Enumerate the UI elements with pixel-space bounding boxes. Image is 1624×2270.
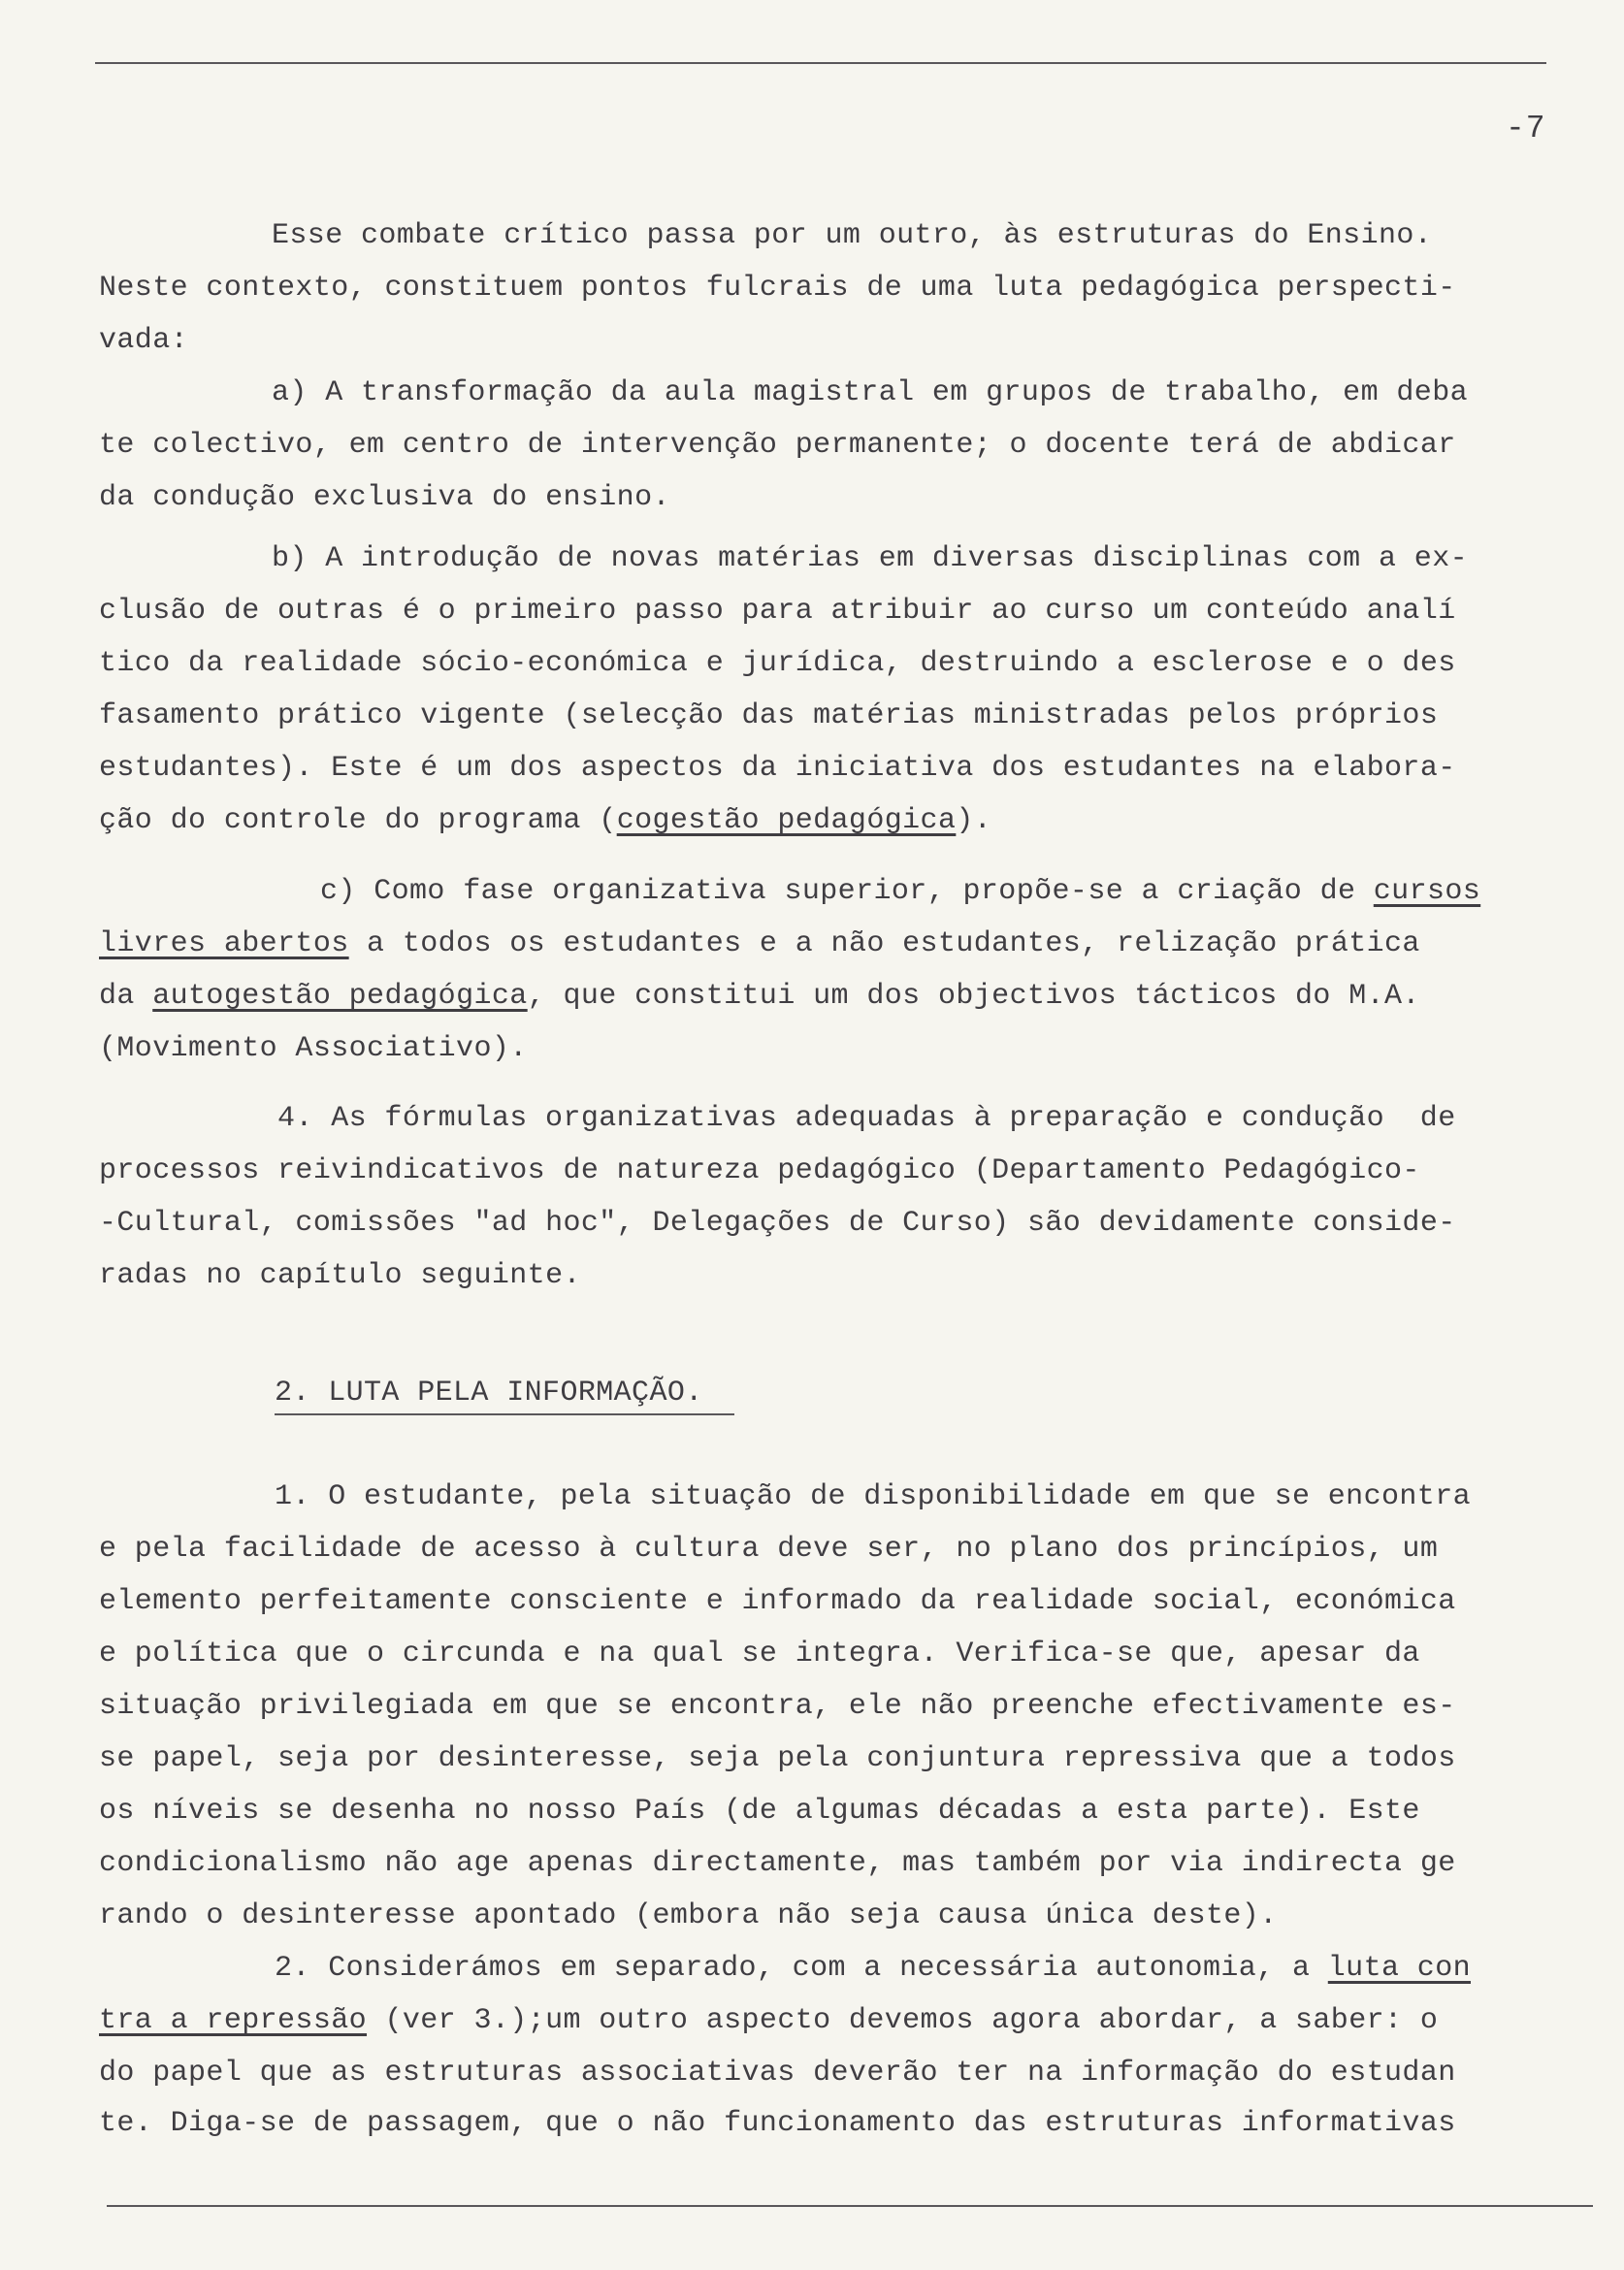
text-line: [99, 1209, 1456, 1238]
text-segment: rando o desinteresse apontado (embora não seja causa única deste).: [99, 1899, 1278, 1932]
text-line: [99, 1797, 1420, 1826]
text-segment: processos reivindicativos de natureza pedagógico (Departamento Pedagógico-: [99, 1154, 1420, 1187]
underlined-phrase: tra a repressão: [99, 2004, 368, 2037]
text-line: [99, 1849, 1456, 1878]
section-heading-underline: [275, 1413, 734, 1415]
text-line: [320, 877, 1480, 906]
text-line: [275, 1954, 1471, 1983]
text-segment: da: [99, 980, 153, 1013]
text-line: [99, 274, 1456, 303]
text-segment: clusão de outras é o primeiro passo para atribuir ao curso um conteúdo analí: [99, 595, 1456, 628]
text-segment: a) A transformação da aula magistral em grupos de trabalho, em deba: [272, 376, 1468, 409]
underlined-phrase: livres abertos: [99, 927, 349, 960]
text-line: [99, 1744, 1456, 1773]
text-line: [275, 1378, 703, 1408]
text-segment: condicionalismo não age apenas directamente, mas também por via indirecta ge: [99, 1847, 1456, 1880]
text-segment: , que constitui um dos objectivos tácticos do M.A.: [527, 980, 1420, 1013]
text-line: [99, 431, 1456, 460]
text-line: [99, 1034, 528, 1063]
text-segment: e pela facilidade de acesso à cultura deve ser, no plano dos princípios, um: [99, 1533, 1439, 1566]
text-segment: Esse combate crítico passa por um outro, às estruturas do Ensino.: [272, 219, 1433, 252]
text-segment: radas no capítulo seguinte.: [99, 1259, 581, 1292]
text-segment: da condução exclusiva do ensino.: [99, 481, 670, 514]
text-segment: situação privilegiada em que se encontra, ele não preenche efectivamente es-: [99, 1690, 1456, 1723]
text-line: [99, 1261, 581, 1290]
text-segment: a todos os estudantes e a não estudantes, relização prática: [348, 927, 1420, 960]
text-segment: te colectivo, em centro de intervenção permanente; o docente terá de abdicar: [99, 429, 1456, 462]
text-line: [99, 754, 1456, 783]
text-line: [272, 378, 1468, 407]
text-line: [99, 1156, 1420, 1185]
text-line: [99, 1535, 1438, 1564]
text-line: [99, 701, 1438, 730]
underlined-phrase: cursos: [1373, 875, 1481, 908]
underlined-phrase: cogestão pedagógica: [616, 804, 957, 837]
text-line: [99, 1901, 1278, 1930]
text-line: [272, 221, 1432, 250]
text-segment: ção do controle do programa (: [99, 804, 617, 837]
text-line: [99, 483, 670, 512]
text-line: [99, 2006, 1438, 2035]
top-rule: [95, 62, 1546, 64]
text-segment: Neste contexto, constituem pontos fulcrais de uma luta pedagógica perspecti-: [99, 272, 1456, 305]
text-line: [99, 1587, 1456, 1616]
text-line: [99, 1692, 1456, 1721]
text-segment: -Cultural, comissões "ad hoc", Delegações de Curso) são devidamente conside-: [99, 1207, 1456, 1240]
text-segment: 4. As fórmulas organizativas adequadas à preparação e condução de: [277, 1102, 1456, 1135]
text-line: [277, 1104, 1456, 1133]
underlined-phrase: luta con: [1327, 1952, 1472, 1985]
text-line: [275, 1482, 1471, 1511]
text-segment: estudantes). Este é um dos aspectos da iniciativa dos estudantes na elabora-: [99, 752, 1456, 785]
text-line: [99, 1639, 1420, 1669]
text-segment: te. Diga-se de passagem, que o não funcionamento das estruturas informativas: [99, 2107, 1456, 2140]
text-line: [99, 929, 1420, 958]
underlined-phrase: autogestão pedagógica: [152, 980, 528, 1013]
text-segment: (Movimento Associativo).: [99, 1032, 528, 1065]
text-line: [99, 2059, 1456, 2088]
text-segment: tico da realidade sócio-económica e jurídica, destruindo a esclerose e o des: [99, 647, 1456, 680]
text-line: [99, 2109, 1456, 2138]
text-segment: vada:: [99, 324, 189, 357]
text-segment: se papel, seja por desinteresse, seja pela conjuntura repressiva que a todos: [99, 1742, 1456, 1775]
text-line: [272, 544, 1468, 573]
text-segment: fasamento prático vigente (selecção das matérias ministradas pelos próprios: [99, 699, 1439, 732]
text-segment: c) Como fase organizativa superior, propõe-se a criação de: [320, 875, 1374, 908]
text-line: [99, 982, 1420, 1011]
text-segment: b) A introdução de novas matérias em diversas disciplinas com a ex-: [272, 542, 1468, 575]
text-line: [99, 649, 1456, 678]
text-segment: 1. O estudante, pela situação de disponibilidade em que se encontra: [275, 1480, 1471, 1513]
text-segment: e política que o circunda e na qual se integra. Verifica-se que, apesar da: [99, 1638, 1420, 1670]
text-segment: do papel que as estruturas associativas deverão ter na informação do estudan: [99, 2057, 1456, 2090]
text-segment: os níveis se desenha no nosso País (de algumas décadas a esta parte). Este: [99, 1795, 1420, 1828]
text-line: [99, 326, 188, 355]
text-segment: 2. Considerámos em separado, com a necessária autonomia, a: [275, 1952, 1328, 1985]
text-line: [99, 806, 991, 835]
bottom-rule: [107, 2205, 1593, 2207]
text-segment: elemento perfeitamente consciente e informado da realidade social, económica: [99, 1585, 1456, 1618]
text-segment: ).: [956, 804, 992, 837]
text-line: [99, 597, 1456, 626]
text-segment: 2. LUTA PELA INFORMAÇÃO.: [275, 1377, 703, 1410]
text-segment: (ver 3.);um outro aspecto devemos agora abordar, a saber: o: [367, 2004, 1439, 2037]
page-number: -7: [1506, 111, 1546, 146]
